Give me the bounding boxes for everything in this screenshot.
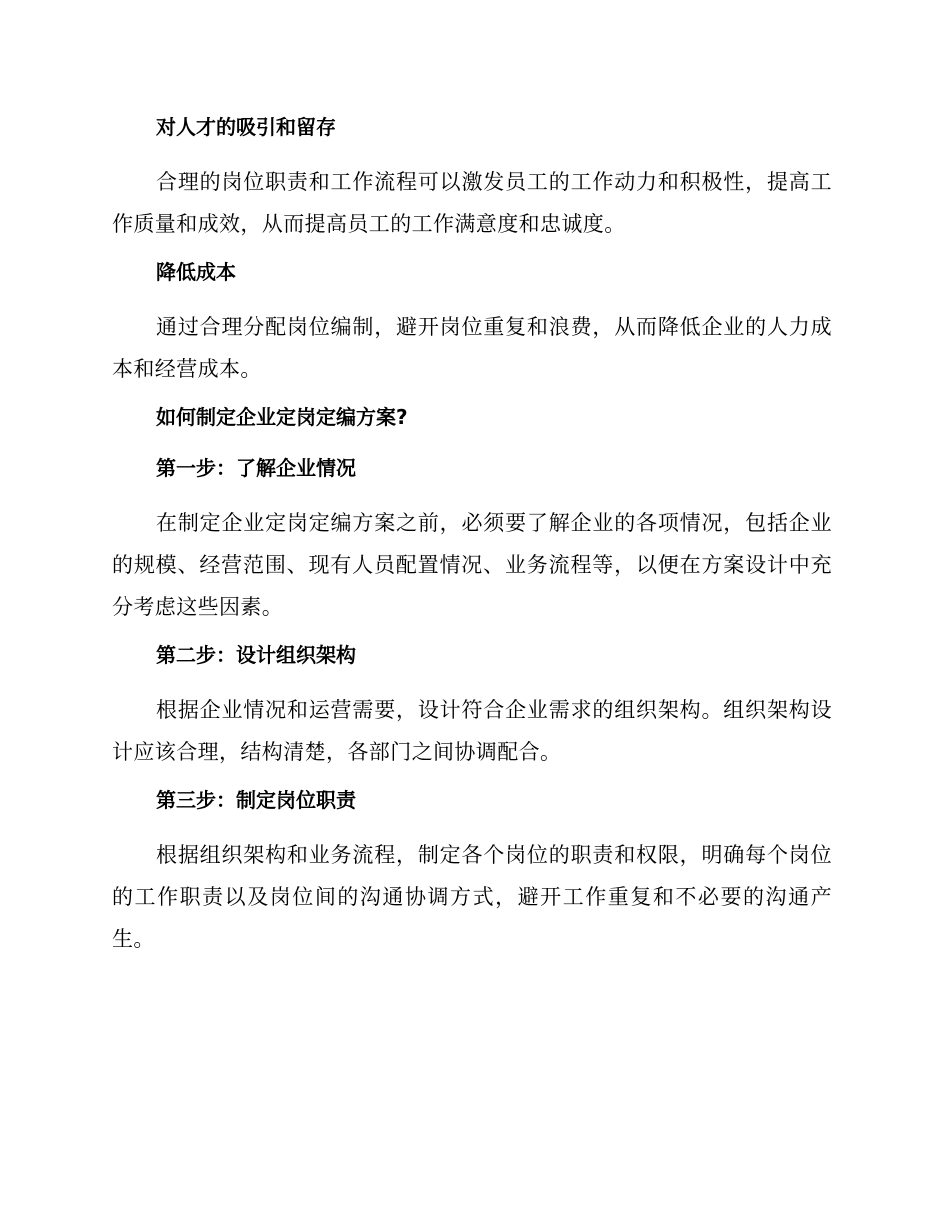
section-heading-cost: 降低成本: [156, 260, 236, 284]
section-paragraph-step-3: 根据组织架构和业务流程，制定各个岗位的职责和权限，明确每个岗位的工作职责以及岗位间的沟通协调方式，避开工作重复和不必要的沟通产生。: [112, 843, 832, 951]
section-paragraph-talent: 合理的岗位职责和工作流程可以激发员工的工作动力和积极性，提高工作质量和成效，从而提高员工的工作满意度和忠诚度。: [112, 170, 832, 236]
section-heading-step-3: 第三步：制定岗位职责: [156, 788, 356, 812]
section-heading-talent: 对人才的吸引和留存: [156, 115, 336, 139]
section-paragraph-cost: 通过合理分配岗位编制，避开岗位重复和浪费，从而降低企业的人力成本和经营成本。: [112, 315, 832, 381]
section-heading-step-1: 第一步：了解企业情况: [156, 456, 356, 480]
section-paragraph-step-1: 在制定企业定岗定编方案之前，必须要了解企业的各项情况，包括企业的规模、经营范围、现有人员配置情况、业务流程等，以便在方案设计中充分考虑这些因素。: [112, 511, 832, 619]
section-paragraph-step-2: 根据企业情况和运营需要，设计符合企业需求的组织架构。组织架构设计应该合理，结构清楚，各部门之间协调配合。: [112, 698, 832, 764]
section-heading-how-to: 如何制定企业定岗定编方案?: [156, 405, 408, 429]
section-heading-step-2: 第二步：设计组织架构: [156, 643, 356, 667]
document-body: [112, 110, 832, 970]
